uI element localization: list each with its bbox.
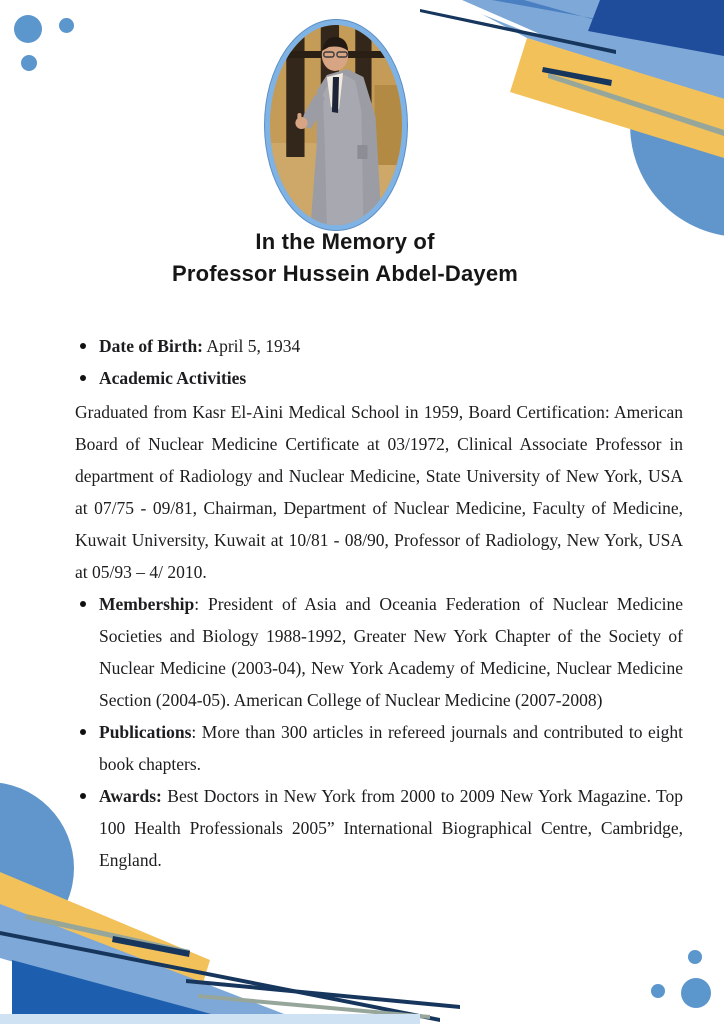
bottom-strip [0, 1014, 420, 1024]
bullet-icon [80, 343, 86, 349]
list-item-academic-activities [75, 362, 683, 394]
title-line-2: Professor Hussein Abdel-Dayem [171, 261, 519, 286]
item-label: Membership [99, 594, 195, 614]
item-label: Publications [99, 722, 192, 742]
academic-paragraph: Graduated from Kasr El-Aini Medical School in 1959, Board Certification: American Board of Nuclear Medicine Certificate at 03/1972, Clinical Associate Professor in department of Radiology and Nuclear Medicine, State University of New York, USA at 07/75 - 09/81, Chairman, Department of Nuclear Medicine, Faculty of Medicine, Kuwait University, Kuwait at 10/81 - 08/90, Professor of Radiology, New York, USA at 05/93 – 4/ 2010. [75, 402, 683, 582]
corner-decoration-bottom-left [0, 760, 480, 1024]
page-title [60, 226, 630, 290]
list-item-date-of-birth [75, 330, 683, 362]
circle-decoration [681, 978, 711, 1008]
circle-decoration [651, 984, 665, 998]
circle-decoration [688, 950, 702, 964]
bullet-icon [80, 729, 86, 735]
item-text: : President of Asia and Oceania Federation of Nuclear Medicine Societies and Biology 1988-1992, Greater New York Chapter of the Society of Nuclear Medicine (2003-04), New York Academy of Medicine, Nuclear Medicine Section (2004-05). American College of Nuclear Medicine (2007-2008) [99, 594, 683, 710]
corner-decoration-top-right [420, 0, 724, 240]
item-text: Best Doctors in New York from 2000 to 2009 New York Magazine. Top 100 Health Professionals 2005” International Biographical Centre, Cambridge, England. [99, 786, 683, 870]
bullet-icon [80, 375, 86, 381]
item-label: Academic Activities [99, 368, 247, 388]
item-label: Date of Birth: [99, 336, 204, 356]
portrait-illustration [270, 25, 402, 225]
portrait-photo [265, 20, 407, 230]
circle-decoration [59, 18, 74, 33]
circle-decoration [14, 15, 42, 43]
bullet-icon [80, 601, 86, 607]
item-label: Awards: [99, 786, 162, 806]
item-text: : More than 300 articles in refereed journals and contributed to eight book chapters. [99, 722, 683, 774]
list-item-membership [75, 588, 683, 716]
title-line-1: In the Memory of [255, 229, 435, 254]
circle-decoration [21, 55, 37, 71]
item-text: April 5, 1934 [203, 336, 301, 356]
